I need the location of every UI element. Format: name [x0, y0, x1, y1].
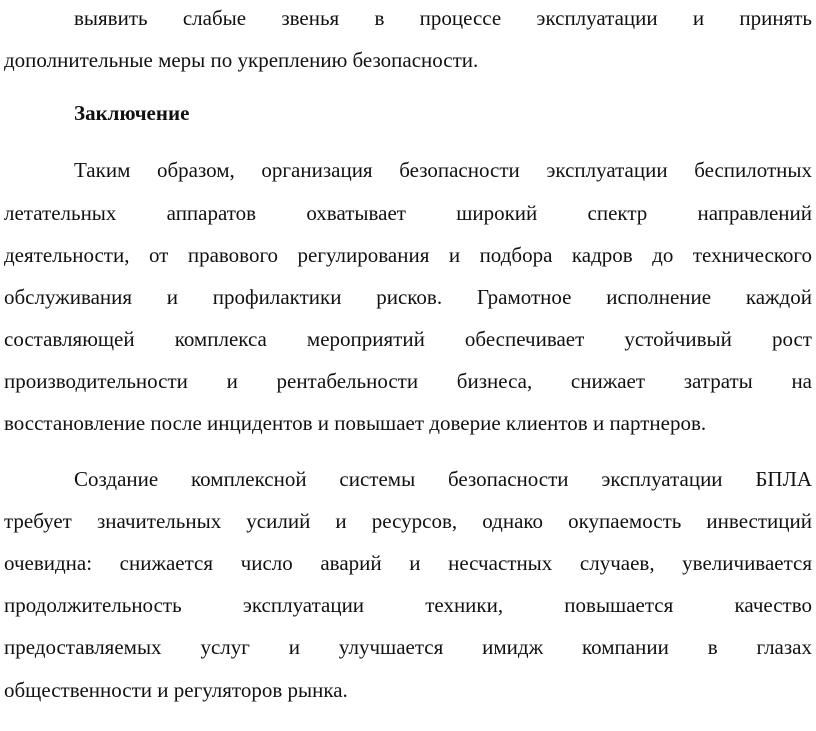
text-line: выявить слабые звенья в процессе эксплуатации и принять	[74, 6, 812, 30]
text-line: производительности и рентабельности бизнеса, снижает затраты на	[4, 369, 812, 393]
text-line: требует значительных усилий и ресурсов, однако окупаемость инвестиций	[4, 509, 812, 533]
text-line: очевидна: снижается число аварий и несчастных случаев, увеличивается	[4, 551, 812, 575]
text-line: предоставляемых услуг и улучшается имидж компании в глазах	[4, 635, 812, 659]
text-line: летательных аппаратов охватывает широкий спектр направлений	[4, 201, 812, 225]
text-line: восстановление после инцидентов и повышает доверие клиентов и партнеров.	[4, 411, 707, 435]
text-line: дополнительные меры по укреплению безопасности.	[4, 48, 479, 72]
text-line: Таким образом, организация безопасности эксплуатации беспилотных	[74, 158, 812, 182]
text-line: Создание комплексной системы безопасности эксплуатации БПЛА	[74, 467, 812, 491]
text-line: продолжительность эксплуатации техники, повышается качество	[4, 593, 812, 617]
section-heading: Заключение	[74, 101, 190, 125]
text-line: общественности и регуляторов рынка.	[4, 678, 348, 702]
text-line: деятельности, от правового регулирования и подбора кадров до технического	[4, 243, 812, 267]
text-line: составляющей комплекса мероприятий обеспечивает устойчивый рост	[4, 327, 812, 351]
text-line: обслуживания и профилактики рисков. Грамотное исполнение каждой	[4, 285, 812, 309]
